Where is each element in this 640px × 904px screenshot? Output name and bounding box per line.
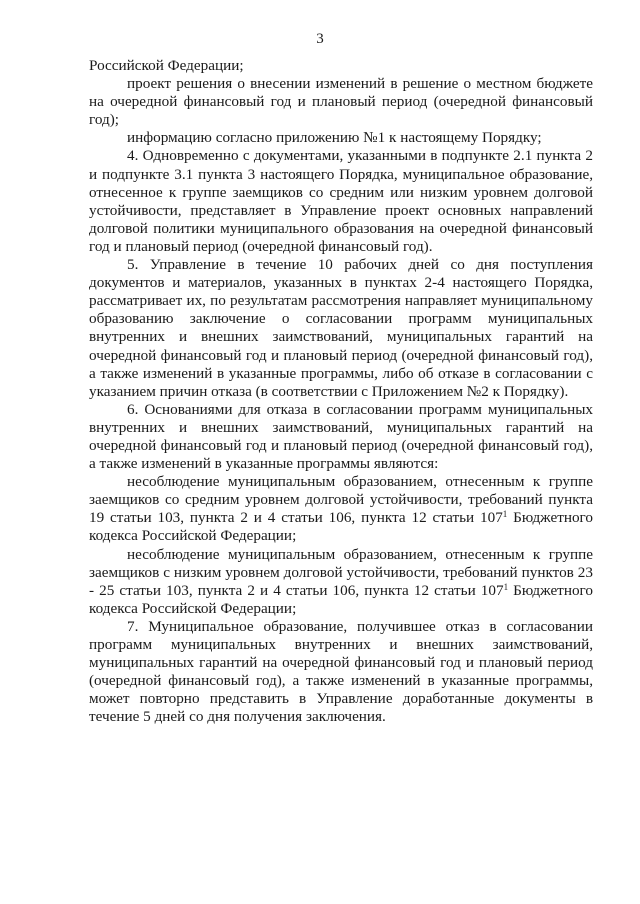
superscript: 1 [503,581,509,592]
paragraph-text: несоблюдение муниципальным образованием, отнесенным к группе заемщиков со средним уровнем долговой устойчивости, требований пункта 19 статьи 103, пункта 2 и 4 статьи 106, пункта 12 статьи 107 [89,473,593,527]
paragraph-noncompliance-low [89,546,593,618]
paragraph-item-5: 5. Управление в течение 10 рабочих дней со дня поступления документов и материалов, указанных в пунктах 2-4 настоящего Порядка, рассматривает их, по результатам рассмотрения направляет муниципальному образованию заключение о согласовании программ муниципальных внутренних и внешних заимствований, муниципальных гарантий на очередной финансовый год и плановый период (очередной финансовый год), а также изменений в указанные программы, либо об отказе в согласовании с указанием причин отказа (в соответствии с Приложением №2 к Порядку). [89,256,593,400]
superscript: 1 [502,509,508,520]
paragraph-item-7: 7. Муниципальное образование, получившее отказ в согласовании программ муниципальных внутренних и внешних заимствований, муниципальных гарантий на очередной финансовый год и плановый период (очередной финансовый год), а также изменений в указанные программы, может повторно представить в Управление доработанные документы в течение 5 дней со дня получения заключения. [89,617,593,726]
paragraph-text-tail: Бюджетного кодекса Российской Федерации; [89,509,594,545]
page-number: 3 [316,31,324,47]
document-body [89,57,593,726]
paragraph-item-6: 6. Основаниями для отказа в согласовании программ муниципальных внутренних и внешних заимствований, муниципальных гарантий на очередной финансовый год и плановый период (очередной финансовый год), а также изменений в указанные программы являются: [89,400,593,473]
paragraph-draft-decision: проект решения о внесении изменений в решение о местном бюджете на очередной финансовый год и плановый период (очередной финансовый год); [89,75,593,129]
paragraph-continuation: Российской Федерации; [89,57,244,74]
paragraph-text: несоблюдение муниципальным образованием, отнесенным к группе заемщиков с низким уровнем долговой устойчивости, требований пунктов 23 - 25 статьи 103, пункта 2 и 4 статьи 106, пункта 12 статьи 107 [89,545,593,599]
paragraph-text-tail: Бюджетного кодекса Российской Федерации; [89,581,593,617]
paragraph-item-4: 4. Одновременно с документами, указанными в подпункте 2.1 пункта 2 и подпункте 3.1 пункта 3 настоящего Порядка, муниципальное образование, отнесенное к группе заемщиков со средним или низким уровнем долговой устойчивости, представляет в Управление проект основных направлений долговой политики муниципального образования на очередной финансовый год и плановый период (очередной финансовый год). [89,147,593,255]
paragraph-appendix-info: информацию согласно приложению №1 к настоящему Порядку; [127,129,542,147]
paragraph-noncompliance-medium [89,473,593,545]
